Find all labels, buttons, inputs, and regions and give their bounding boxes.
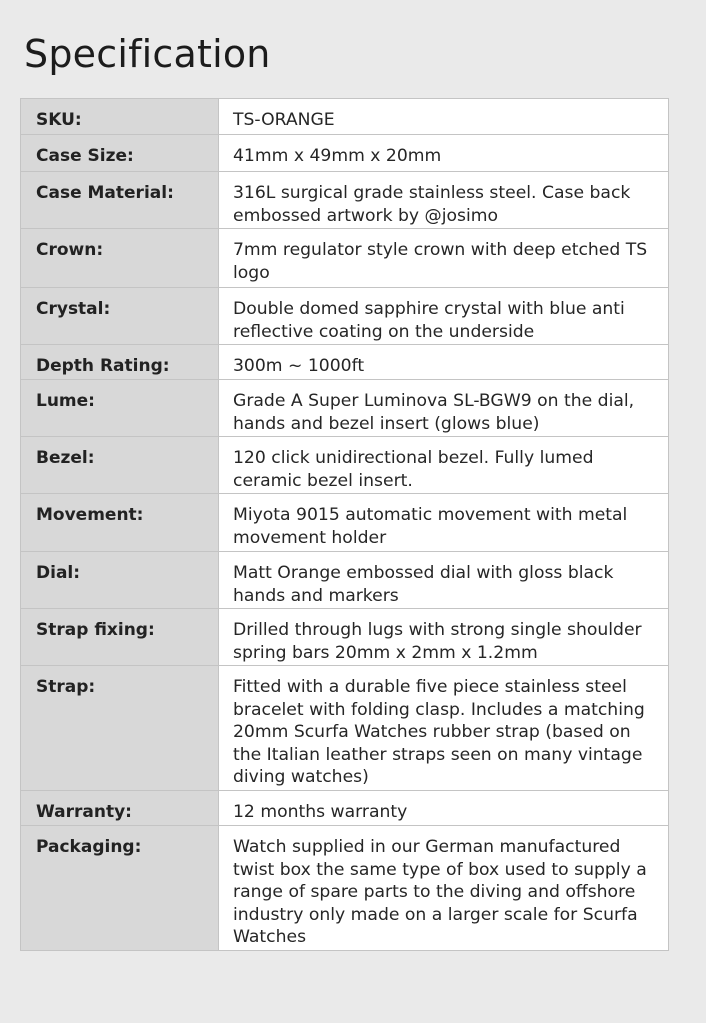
spec-label: Crystal: — [21, 288, 219, 345]
spec-label: Strap: — [21, 666, 219, 791]
specification-table — [20, 98, 669, 951]
table-row — [21, 229, 669, 288]
spec-label: Strap fixing: — [21, 609, 219, 666]
spec-value: 316L surgical grade stainless steel. Case back embossed artwork by @josimo — [219, 172, 669, 229]
spec-value: Drilled through lugs with strong single shoulder spring bars 20mm x 2mm x 1.2mm — [219, 609, 669, 666]
table-row — [21, 172, 669, 229]
spec-label: Packaging: — [21, 826, 219, 951]
spec-label: Dial: — [21, 552, 219, 609]
spec-value: 12 months warranty — [219, 791, 669, 826]
spec-label: Case Material: — [21, 172, 219, 229]
spec-value: Watch supplied in our German manufactured twist box the same type of box used to supply a range of spare parts to the diving and offshore industry only made on a larger scale for Scurfa Watches — [219, 826, 669, 951]
spec-value: 120 click unidirectional bezel. Fully lumed ceramic bezel insert. — [219, 437, 669, 494]
table-row — [21, 552, 669, 609]
spec-label: Case Size: — [21, 135, 219, 172]
table-row — [21, 99, 669, 135]
spec-label: Crown: — [21, 229, 219, 288]
spec-value: Matt Orange embossed dial with gloss black hands and markers — [219, 552, 669, 609]
spec-value: TS-ORANGE — [219, 99, 669, 135]
spec-value: Double domed sapphire crystal with blue anti reflective coating on the underside — [219, 288, 669, 345]
spec-value: Grade A Super Luminova SL-BGW9 on the dial, hands and bezel insert (glows blue) — [219, 380, 669, 437]
table-row — [21, 380, 669, 437]
table-row — [21, 494, 669, 552]
spec-label: Warranty: — [21, 791, 219, 826]
spec-label: Lume: — [21, 380, 219, 437]
table-row — [21, 345, 669, 380]
table-row — [21, 288, 669, 345]
spec-value: Miyota 9015 automatic movement with metal movement holder — [219, 494, 669, 552]
spec-label: Movement: — [21, 494, 219, 552]
table-row — [21, 135, 669, 172]
spec-value: 7mm regulator style crown with deep etched TS logo — [219, 229, 669, 288]
spec-value: 300m ~ 1000ft — [219, 345, 669, 380]
table-row — [21, 791, 669, 826]
page-title: Specification — [24, 32, 271, 76]
table-row — [21, 437, 669, 494]
table-row — [21, 826, 669, 951]
spec-value: Fitted with a durable five piece stainless steel bracelet with folding clasp. Includes a matching 20mm Scurfa Watches rubber strap (based on the Italian leather straps seen on many vintage diving watches) — [219, 666, 669, 791]
spec-label: SKU: — [21, 99, 219, 135]
spec-value: 41mm x 49mm x 20mm — [219, 135, 669, 172]
table-row — [21, 609, 669, 666]
spec-label: Depth Rating: — [21, 345, 219, 380]
spec-label: Bezel: — [21, 437, 219, 494]
table-row — [21, 666, 669, 791]
